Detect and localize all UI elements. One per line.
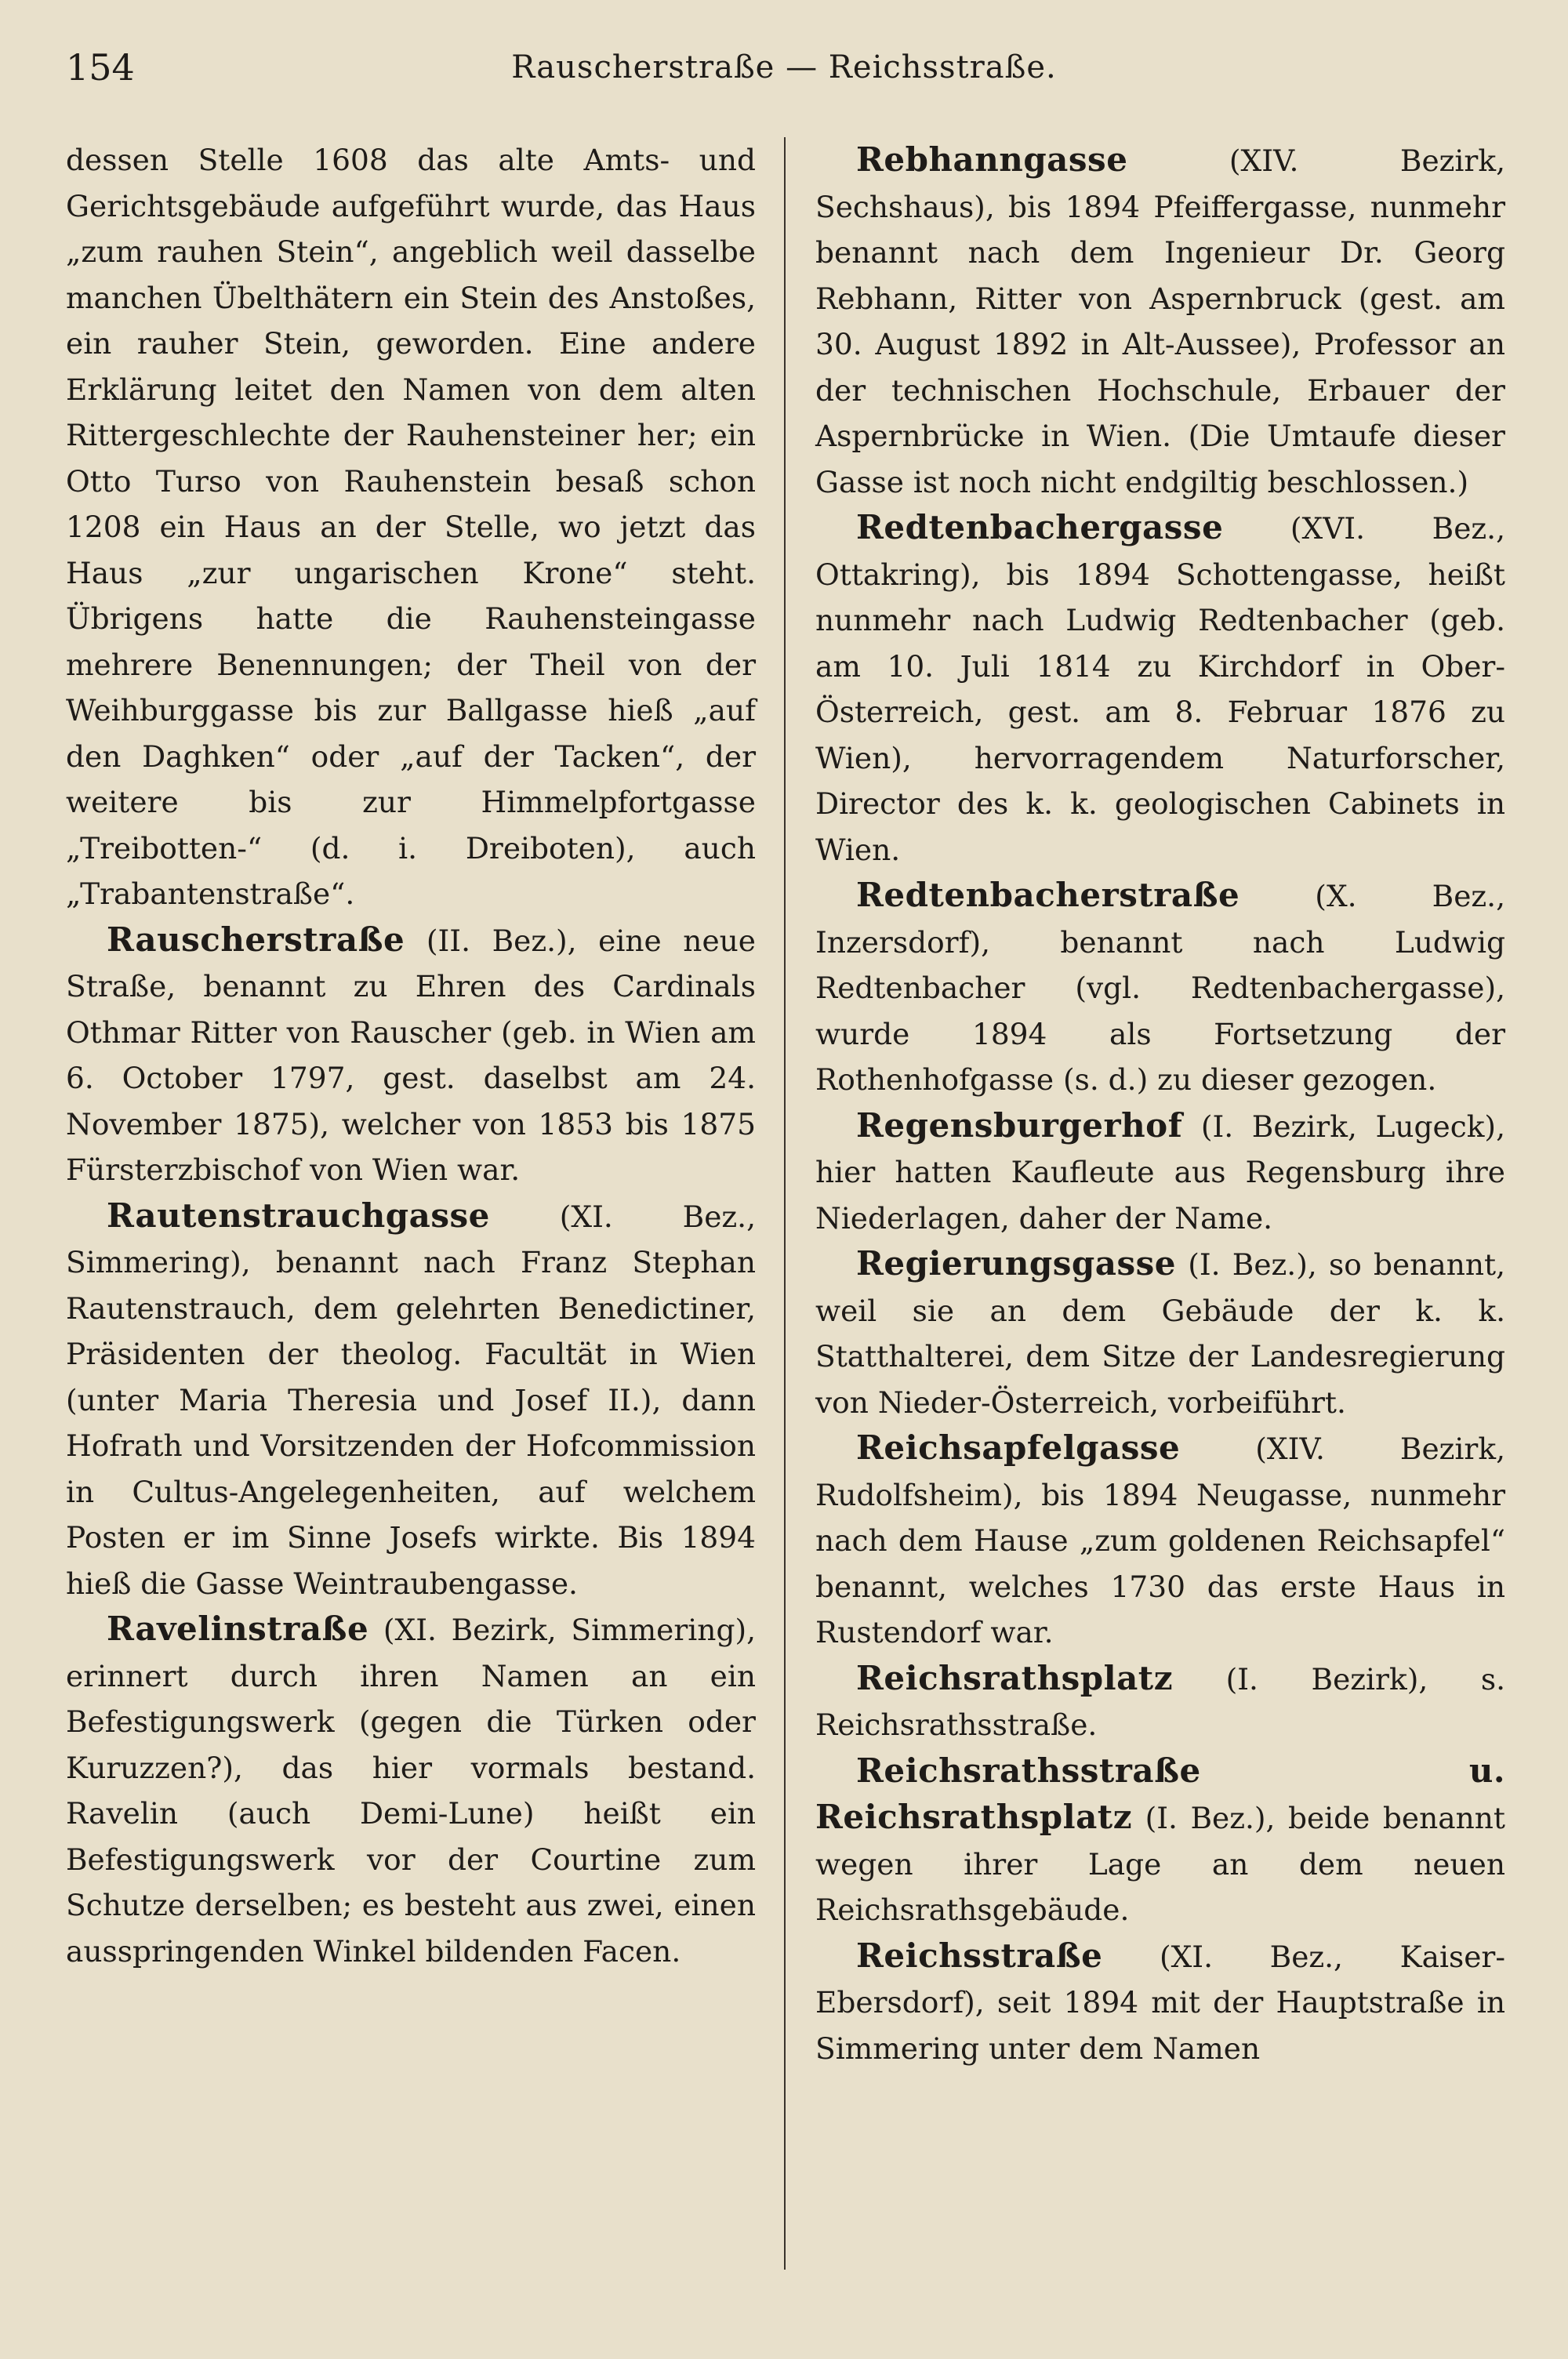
entry-text: (XIV. Bezirk, Rudolfsheim), bis 1894 Neugasse, nunmehr nach dem Hause „zum goldenen Reichsapfel“ benannt, welches 1730 das erste Haus in Rustendorf war. [815, 1432, 1505, 1649]
entry-title: Rebhanngasse [856, 140, 1128, 179]
entry-text: (XVI. Bez., Ottakring), bis 1894 Schottengasse, heißt nunmehr nach Ludwig Redtenbacher (geb. am 10. Juli 1814 zu Kirchdorf in Ober-Österreich, gest. am 8. Februar 1876 zu Wien), hervorragendem Naturforscher, Director des k. k. geologischen Cabinets in Wien. [815, 511, 1505, 867]
entry-title: Reichsstraße [856, 1936, 1103, 1975]
entry-title: Rautenstrauchgasse [107, 1196, 490, 1235]
entry-title: Redtenbachergasse [856, 508, 1224, 546]
page-header [66, 44, 1502, 91]
entry-title: Redtenbacherstraße [856, 876, 1240, 914]
entry-reichsapfelgasse [815, 1425, 1505, 1656]
entry-regensburgerhof [815, 1103, 1505, 1242]
entry-rebhanngasse [815, 137, 1505, 505]
entry-text: (XI. Bezirk, Simmering), erinnert durch ihren Namen an ein Befestigungswerk (gegen die Türken oder Kuruzzen?), das hier vormals bestand. Ravelin (auch Demi-Lune) heißt ein Befestigungswerk vor der Courtine zum Schutze derselben; es besteht aus zwei, einen ausspringenden Winkel bildenden Facen. [66, 1613, 756, 1969]
entry-text: (X. Bez., Inzersdorf), benannt nach Ludwig Redtenbacher (vgl. Redtenbachergasse), wurde 1894 als Fortsetzung der Rothenhofgasse (s. d.) zu dieser gezogen. [815, 879, 1505, 1097]
entry-title: Reichsrathsplatz [856, 1658, 1174, 1697]
entry-text: (XIV. Bezirk, Sechshaus), bis 1894 Pfeiffergasse, nunmehr benannt nach dem Ingenieur Dr. Georg Rebhann, Ritter von Aspernbruck (gest. am 30. August 1892 in Alt-Aussee), Professor an der technischen Hochschule, Erbauer der Aspernbrücke in Wien. (Die Umtaufe dieser Gasse ist noch nicht endgiltig beschlossen.) [815, 143, 1505, 499]
entry-ravelinstrasse [66, 1606, 756, 1974]
page-number: 154 [66, 46, 135, 89]
right-column [815, 137, 1505, 2071]
entry-title: Ravelinstraße [107, 1610, 369, 1648]
entry-text: (I. Bezirk), s. Reichsrathsstraße. [815, 1661, 1505, 1742]
entry-text: (I. Bezirk, Lugeck), hier hatten Kaufleute aus Regensburg ihre Niederlagen, daher der Name. [815, 1109, 1505, 1236]
entry-redtenbacherstrasse [815, 873, 1505, 1103]
entry-reichsrathsstrasse [815, 1748, 1505, 1933]
entry-title: Regensburgerhof [856, 1105, 1183, 1145]
entry-redtenbachergasse [815, 505, 1505, 873]
entry-text: (I. Bez.), so benannt, weil sie an dem Gebäude der k. k. Statthalterei, dem Sitze der Landesregierung von Nieder-Österreich, vorbeiführt. [815, 1247, 1505, 1420]
entry-rautenstrauchgasse [66, 1193, 756, 1607]
entry-text: (II. Bez.), eine neue Straße, benannt zu Ehren des Cardinals Othmar Ritter von Rauscher (geb. in Wien am 6. October 1797, gest. daselbst am 24. November 1875), welcher von 1853 bis 1875 Fürsterzbischof von Wien war. [66, 923, 756, 1187]
column-divider [784, 137, 786, 2270]
left-column [66, 137, 756, 1974]
entry-title: Reichsrathsstraße u. Reichsrathsplatz [815, 1751, 1505, 1836]
entry-text: (XI. Bez., Simmering), benannt nach Franz Stephan Rautenstrauch, dem gelehrten Benedictiner, Präsidenten der theolog. Facultät in Wien (unter Maria Theresia und Josef II.), dann Hofrath und Vorsitzenden der Hofcommission in Cultus-Angelegenheiten, auf welchem Posten er im Sinne Josefs wirkte. Bis 1894 hieß die Gasse Weintraubengasse. [66, 1199, 756, 1601]
entry-rauscherstrasse [66, 917, 756, 1193]
entry-text: (XI. Bez., Kaiser-Ebersdorf), seit 1894 mit der Hauptstraße in Simmering unter dem Namen [815, 1939, 1505, 2066]
entry-title: Regierungsgasse [856, 1244, 1176, 1283]
entry-text: (I. Bez.), beide benannt wegen ihrer Lage an dem neuen Reichsrathsgebäude. [815, 1801, 1505, 1927]
entry-reichsrathsplatz [815, 1656, 1505, 1748]
entry-title: Rauscherstraße [107, 920, 405, 959]
running-title: Rauscherstraße — Reichsstraße. [511, 49, 1057, 85]
continuation-paragraph: dessen Stelle 1608 das alte Amts- und Gerichtsgebäude aufgeführt wurde, das Haus „zum rauhen Stein“, angeblich weil dasselbe manchen Übelthätern ein Stein des Anstoßes, ein rauher Stein, geworden. Eine andere Erklärung leitet den Namen von dem alten Rittergeschlechte der Rauhensteiner her; ein Otto Turso von Rauhenstein besaß schon 1208 ein Haus an der Stelle, wo jetzt das Haus „zur ungarischen Krone“ steht. Übrigens hatte die Rauhensteingasse mehrere Benennungen; der Theil von der Weihburggasse bis zur Ballgasse hieß „auf den Daghken“ oder „auf der Tacken“, der weitere bis zur Himmelpfortgasse „Treibotten-“ (d. i. Dreiboten), auch „Trabantenstraße“. [66, 143, 756, 911]
entry-regierungsgasse [815, 1241, 1505, 1425]
entry-reichsstrasse [815, 1933, 1505, 2072]
entry-title: Reichsapfelgasse [856, 1428, 1181, 1467]
